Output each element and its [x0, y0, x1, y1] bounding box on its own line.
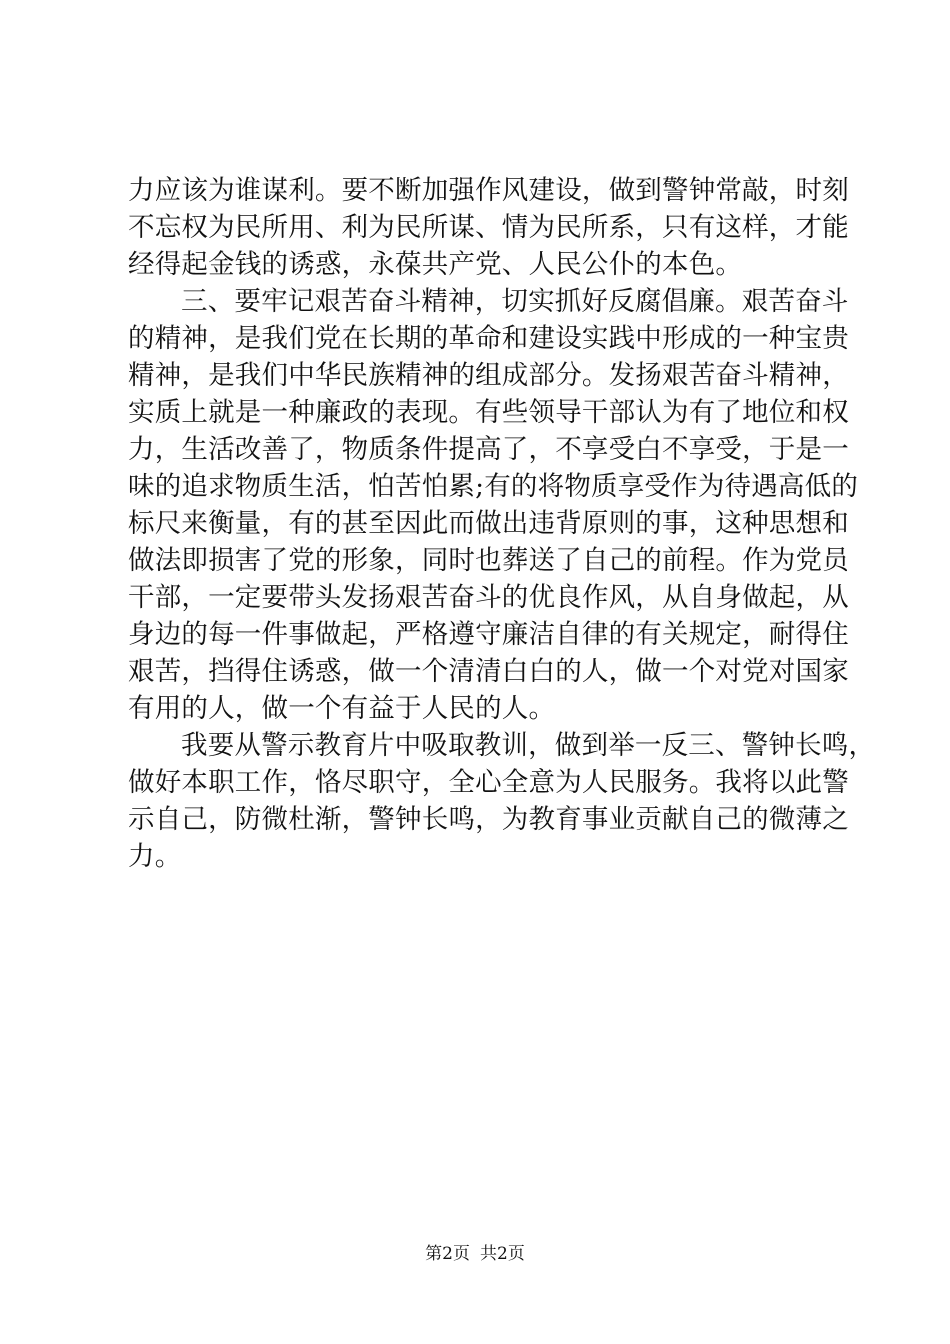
text-line: 干部，一定要带头发扬艰苦奋斗的优良作风，从自身做起，从 — [128, 582, 849, 613]
text-line: 艰苦，挡得住诱惑，做一个清清白白的人，做一个对党对国家 — [128, 656, 849, 687]
text-line: 力应该为谁谋利。要不断加强作风建设，做到警钟常敲，时刻 — [128, 175, 849, 206]
text-line: 身边的每一件事做起，严格遵守廉洁自律的有关规定，耐得住 — [128, 619, 849, 650]
text-line: 示自己，防微杜渐，警钟长鸣，为教育事业贡献自己的微薄之 — [128, 804, 849, 835]
page-footer — [0, 1243, 950, 1265]
text-line: 的精神，是我们党在长期的革命和建设实践中形成的一种宝贵 — [128, 323, 849, 354]
text-line: 我要从警示教育片中吸取教训，做到举一反三、警钟长鸣， — [181, 730, 876, 761]
page-number-current: 第2页 — [425, 1244, 470, 1264]
text-line: 味的追求物质生活，怕苦怕累;有的将物质享受作为待遇高低的 — [128, 471, 859, 502]
text-line: 精神，是我们中华民族精神的组成部分。发扬艰苦奋斗精神， — [128, 360, 849, 391]
text-line: 实质上就是一种廉政的表现。有些领导干部认为有了地位和权 — [128, 397, 849, 428]
document-body — [128, 172, 876, 875]
text-line: 不忘权为民所用、利为民所谋、情为民所系，只有这样，才能 — [128, 212, 849, 243]
text-line: 有用的人，做一个有益于人民的人。 — [128, 693, 556, 724]
text-line: 经得起金钱的诱惑，永葆共产党、人民公仆的本色。 — [128, 249, 743, 280]
text-line: 力。 — [128, 841, 182, 872]
text-line: 三、要牢记艰苦奋斗精神，切实抓好反腐倡廉。艰苦奋斗 — [181, 286, 849, 317]
page-number-total: 共2页 — [480, 1244, 525, 1264]
text-line: 力，生活改善了，物质条件提高了，不享受白不享受，于是一 — [128, 434, 849, 465]
text-line: 标尺来衡量，有的甚至因此而做出违背原则的事，这种思想和 — [128, 508, 849, 539]
text-line: 做法即损害了党的形象，同时也葬送了自己的前程。作为党员 — [128, 545, 849, 576]
text-line: 做好本职工作，恪尽职守，全心全意为人民服务。我将以此警 — [128, 767, 849, 798]
